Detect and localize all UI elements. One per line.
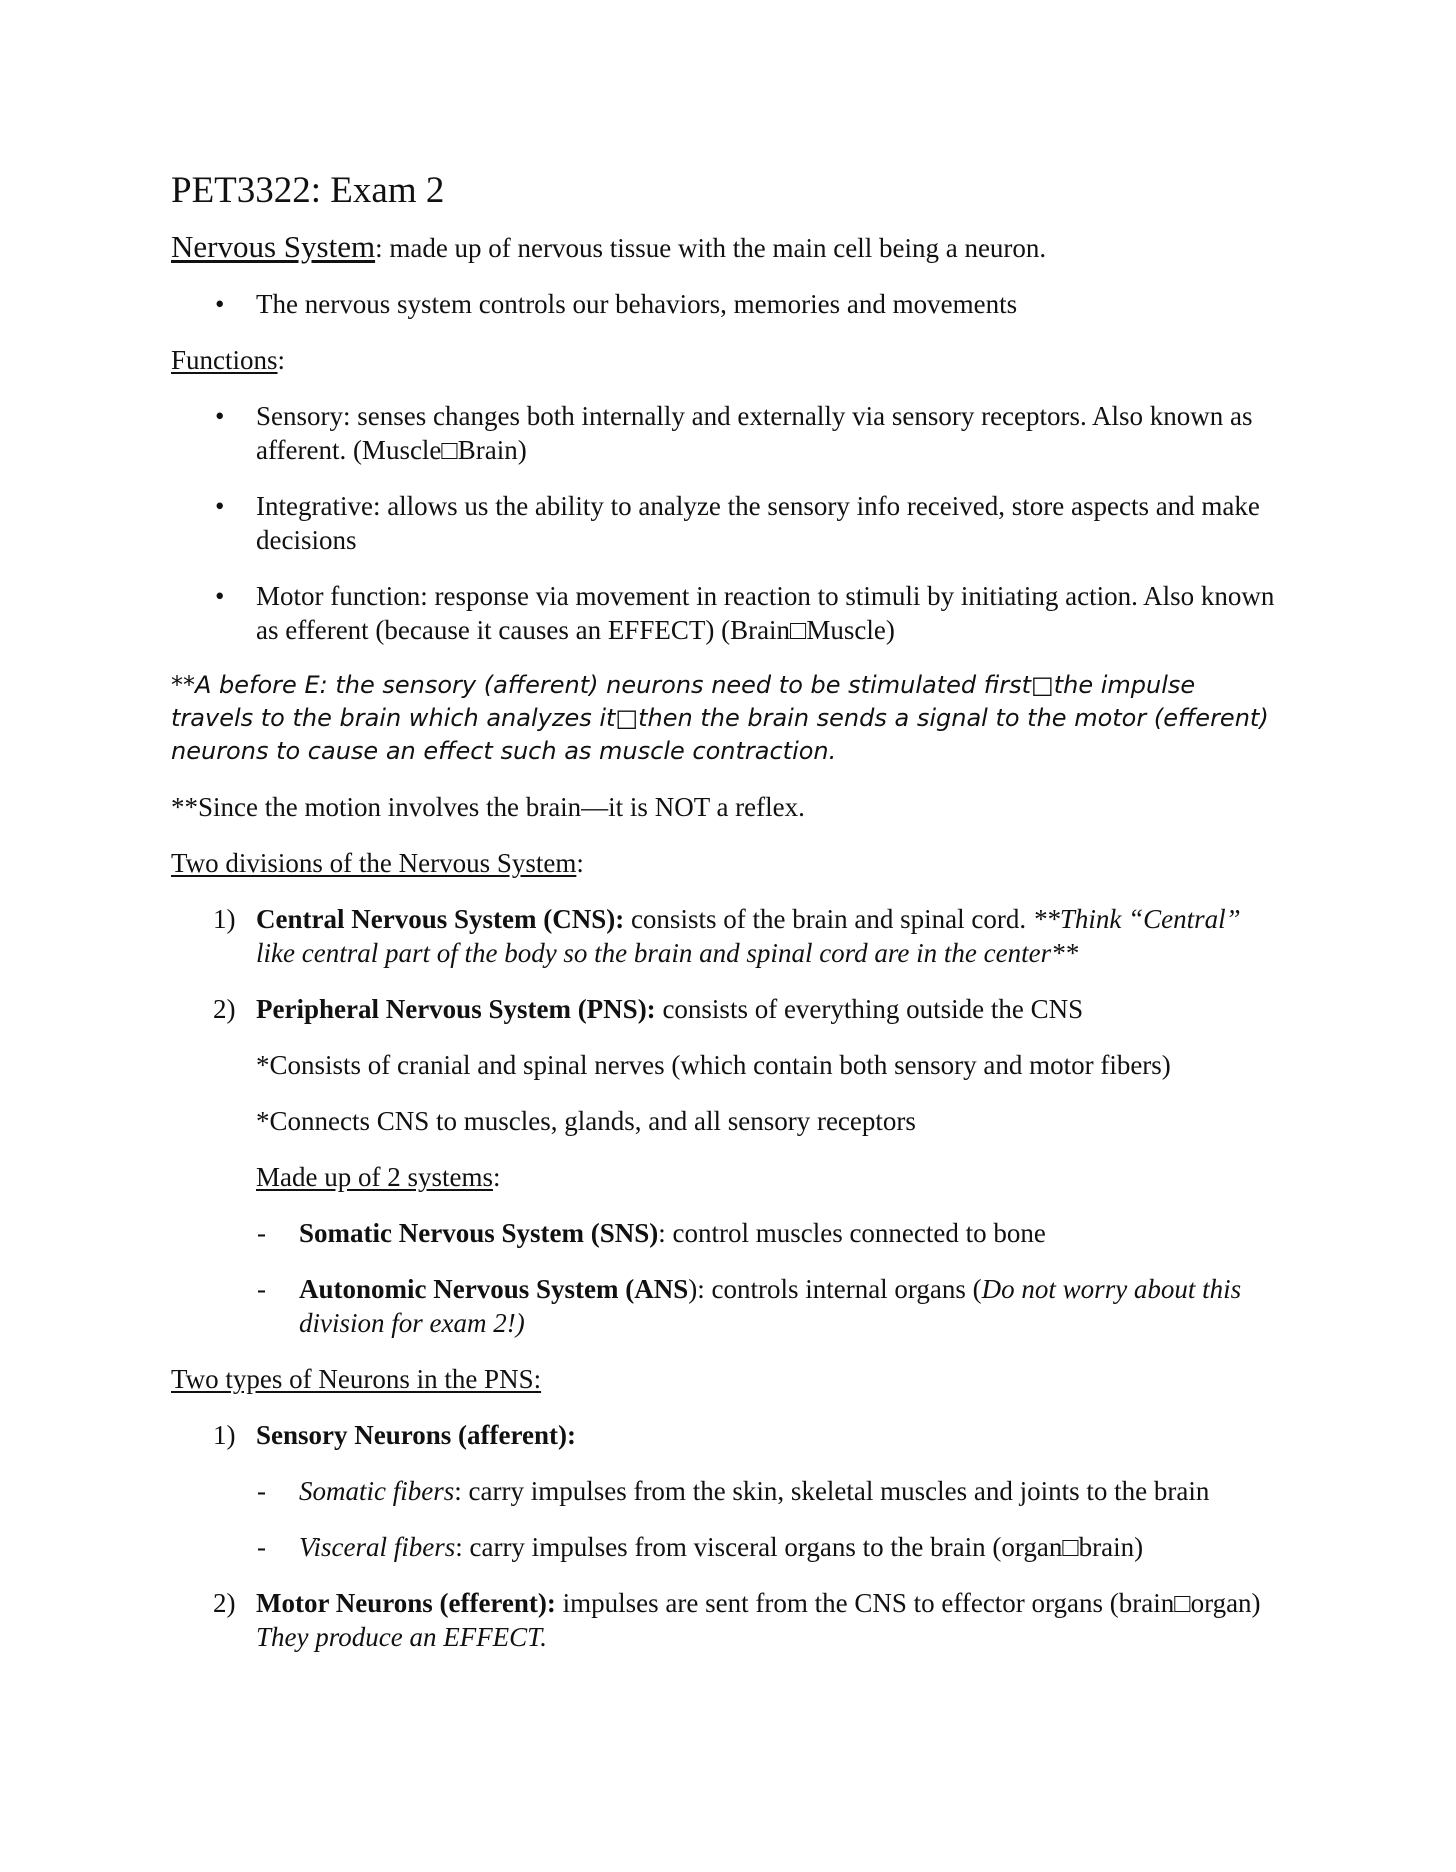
functions-heading-line — [171, 343, 1281, 377]
list-number: 2) — [213, 1588, 236, 1618]
visceral-fibers-term: Visceral fibers — [299, 1532, 456, 1562]
pns-note: *Connects CNS to muscles, glands, and all sensory receptors — [256, 1106, 916, 1136]
visceral-fibers-definition: : carry impulses from visceral organs to the brain (organ□brain) — [455, 1532, 1144, 1562]
systems-colon: : — [492, 1162, 501, 1192]
note-a-before-e: **A before E: the sensory (afferent) neurons need to be stimulated first□the impulse travels to the brain which analyzes it□then the brain sends a signal to the motor (efferent) neurons to cause an effect such as muscle contraction. — [171, 671, 1269, 765]
function-sensory: Sensory: senses changes both internally and externally via sensory receptors. Also known as afferent. (Muscle□Brain) — [256, 401, 1253, 465]
cns-definition: consists of the brain and spinal cord. — [624, 904, 1033, 934]
list-item — [171, 489, 1281, 557]
somatic-fibers-definition: : carry impulses from the skin, skeletal muscles and joints to the brain — [454, 1476, 1210, 1506]
bullet-icon: • — [215, 491, 225, 521]
ans-term: Autonomic Nervous System (ANS — [299, 1274, 689, 1304]
list-item — [171, 992, 1281, 1026]
list-item — [171, 1586, 1281, 1654]
cns-mnemonic: **Think “Central” like central part of the body so the brain and spinal cord are in the center** — [256, 904, 1241, 968]
ans-definition: ): controls internal organs ( — [688, 1274, 982, 1304]
dash-marker: - — [257, 1218, 266, 1248]
functions-colon: : — [277, 345, 286, 375]
dash-marker: - — [257, 1476, 266, 1506]
pns-note: *Consists of cranial and spinal nerves (which contain both sensory and motor fibers) — [256, 1050, 1171, 1080]
sns-definition: : control muscles connected to bone — [658, 1218, 1046, 1248]
dash-marker: - — [257, 1274, 266, 1304]
systems-heading: Made up of 2 systems — [256, 1162, 493, 1192]
list-number: 1) — [213, 1420, 236, 1450]
list-item — [171, 902, 1281, 970]
divisions-heading-line — [171, 846, 1281, 880]
sns-term: Somatic Nervous System (SNS) — [299, 1218, 659, 1248]
function-integrative: Integrative: allows us the ability to analyze the sensory info received, store aspects and make decisions — [256, 491, 1260, 555]
note-reflex: **Since the motion involves the brain—it is NOT a reflex. — [171, 792, 805, 822]
cns-term: Central Nervous System (CNS): — [256, 904, 625, 934]
functions-heading: Functions — [171, 345, 278, 375]
motor-neurons-term: Motor Neurons (efferent): — [256, 1588, 556, 1618]
bullet-icon: • — [215, 289, 225, 319]
bullet-icon: • — [215, 401, 225, 431]
list-item — [171, 1474, 1281, 1508]
somatic-fibers-term: Somatic fibers — [299, 1476, 455, 1506]
divisions-heading: Two divisions of the Nervous System — [171, 848, 577, 878]
list-item — [171, 579, 1281, 647]
systems-heading-line — [171, 1160, 1281, 1194]
nervous-system-intro — [171, 230, 1281, 265]
list-item — [171, 399, 1281, 467]
bullet-icon: • — [215, 581, 225, 611]
nervous-system-definition: : made up of nervous tissue with the main cell being a neuron. — [375, 233, 1047, 263]
neurons-heading: Two types of Neurons in the PNS: — [171, 1364, 542, 1394]
list-number: 2) — [213, 994, 236, 1024]
motor-neurons-definition: impulses are sent from the CNS to effector organs (brain□organ) — [555, 1588, 1261, 1618]
divisions-colon: : — [576, 848, 584, 878]
list-item — [171, 1272, 1281, 1340]
nervous-system-heading: Nervous System — [171, 229, 376, 264]
pns-term: Peripheral Nervous System (PNS): — [256, 994, 656, 1024]
page-title: PET3322: Exam 2 — [171, 170, 445, 211]
ans-note: Do not worry about this division for exam 2!) — [299, 1274, 1242, 1338]
motor-neurons-note: They produce an EFFECT. — [256, 1622, 547, 1652]
function-motor: Motor function: response via movement in reaction to stimuli by initiating action. Also known as efferent (because it causes an EFFECT) (Brain□Muscle) — [256, 581, 1275, 645]
dash-marker: - — [257, 1532, 266, 1562]
neurons-heading-line — [171, 1362, 1281, 1396]
bullet-text: The nervous system controls our behaviors, memories and movements — [256, 289, 1018, 319]
pns-definition: consists of everything outside the CNS — [655, 994, 1084, 1024]
document-content — [171, 168, 1281, 1676]
list-item — [171, 287, 1281, 321]
list-item — [171, 1216, 1281, 1250]
sensory-neurons-term: Sensory Neurons (afferent): — [256, 1420, 576, 1450]
list-item — [171, 1418, 1281, 1452]
list-number: 1) — [213, 904, 236, 934]
list-item — [171, 1530, 1281, 1564]
